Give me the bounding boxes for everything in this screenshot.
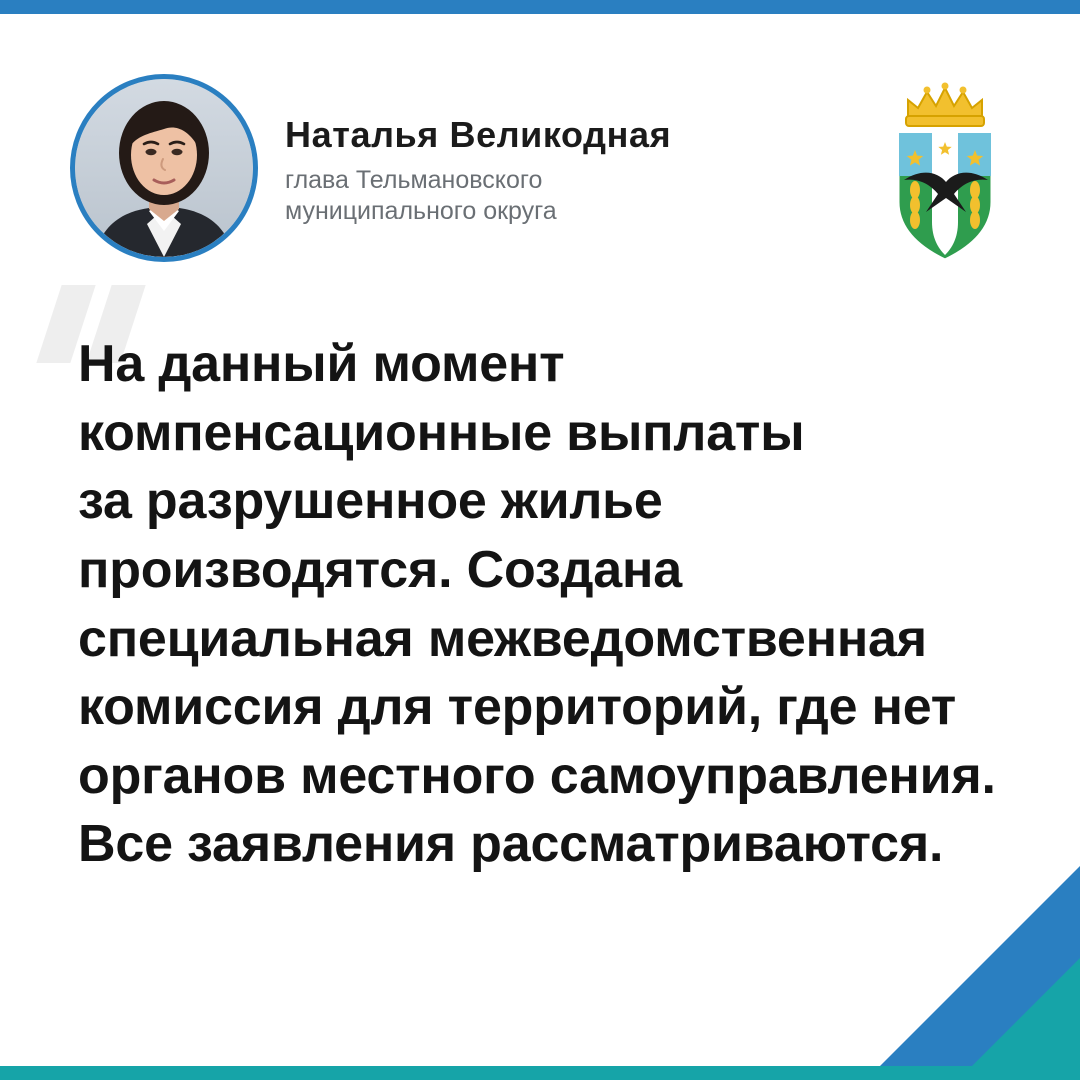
portrait-photo-icon	[75, 79, 253, 257]
quote-line: за разрушенное жилье	[78, 472, 663, 531]
quote-line: На данный момент	[78, 335, 565, 393]
person-role-line-1: глава Тельмановского	[285, 166, 543, 195]
person-info	[285, 114, 845, 226]
header	[70, 72, 1020, 272]
top-accent-bar	[0, 0, 1080, 14]
quote-line: Все заявления рассматриваются.	[78, 815, 944, 874]
quote-line: органов местного самоуправления.	[78, 746, 996, 805]
coat-of-arms	[870, 72, 1020, 272]
quote-line: комиссия для территорий, где нет	[78, 678, 957, 737]
quote-line: специальная межведомственная	[78, 609, 927, 668]
quote-line: производятся. Создана	[78, 540, 682, 599]
corner-accent-teal	[972, 958, 1080, 1066]
quote-text	[78, 330, 1008, 879]
bottom-accent-bar	[0, 1066, 1080, 1080]
coat-of-arms-icon	[870, 72, 1020, 272]
person-role-line-2: муниципального округа	[285, 196, 557, 225]
person-name: Наталья Великодная	[285, 114, 672, 155]
avatar	[70, 74, 258, 262]
quote-line: компенсационные выплаты	[78, 403, 805, 462]
